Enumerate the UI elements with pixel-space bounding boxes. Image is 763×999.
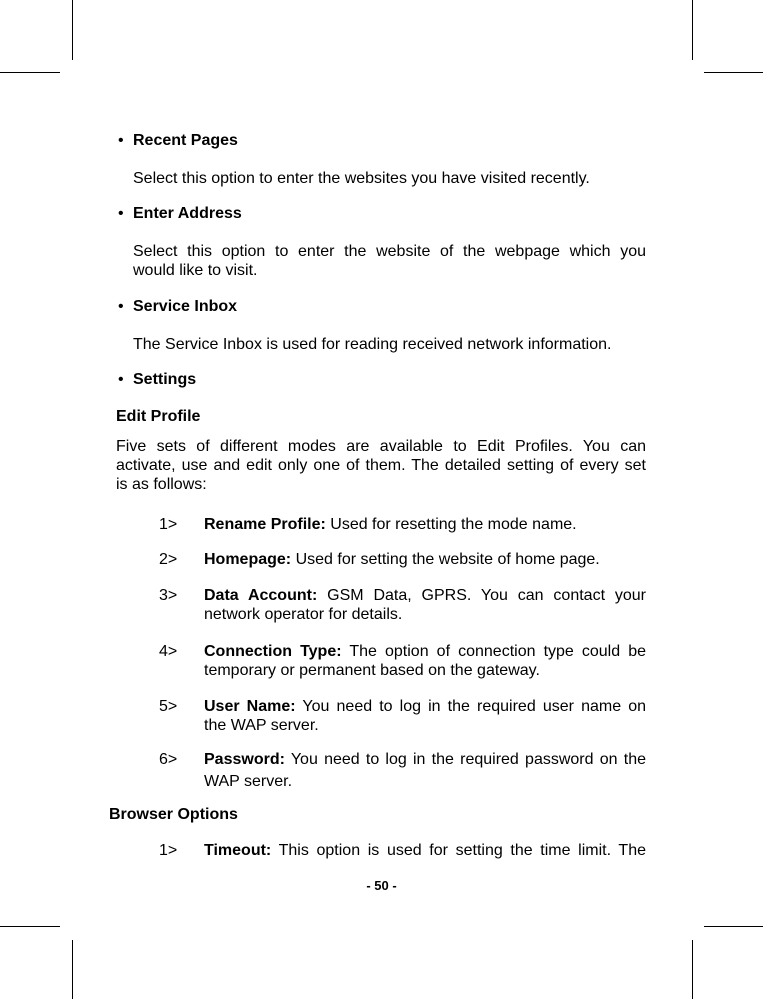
- item-number: 6>: [159, 751, 178, 768]
- bullet-icon: •: [118, 371, 124, 388]
- item-text: network operator for details.: [204, 606, 403, 623]
- item-number: 1>: [159, 842, 178, 859]
- item-label: Data Account:: [204, 587, 318, 604]
- section-enter-address-title: [118, 204, 242, 223]
- item-text: This option is used for setting the time limit. The: [271, 842, 646, 859]
- service-inbox-description: The Service Inbox is used for reading received network information.: [133, 336, 612, 353]
- item-text: The option of connection type could be: [341, 643, 647, 660]
- page-number: - 50 -: [366, 878, 397, 893]
- enter-address-description: [133, 242, 646, 280]
- recent-pages-title: Recent Pages: [133, 132, 238, 149]
- bullet-icon: •: [118, 132, 124, 149]
- crop-mark: [72, 940, 73, 999]
- section-service-inbox-title: [118, 297, 237, 316]
- edit-profile-heading: Edit Profile: [116, 408, 201, 425]
- item-text: Used for setting the website of home page.: [291, 551, 600, 568]
- service-inbox-title: Service Inbox: [133, 298, 238, 315]
- item-text: GSM Data, GPRS. You can contact your: [317, 587, 647, 604]
- item-text: the WAP server.: [204, 717, 319, 734]
- item-label: User Name:: [204, 698, 296, 715]
- item-label: Connection Type:: [204, 643, 342, 660]
- enter-address-desc-line: would like to visit.: [133, 262, 258, 279]
- item-text: You need to log in the required password on the: [284, 751, 646, 768]
- enter-address-desc-line: Select this option to enter the website of the webpage which you: [133, 243, 646, 260]
- item-number: 2>: [159, 551, 178, 568]
- crop-mark: [72, 0, 73, 60]
- crop-mark: [0, 926, 60, 927]
- item-label: Homepage:: [204, 551, 292, 568]
- item-text: WAP server.: [204, 773, 293, 790]
- recent-pages-description: Select this option to enter the websites you have visited recently.: [133, 170, 590, 187]
- browser-options-heading: Browser Options: [109, 806, 238, 823]
- item-number: 4>: [159, 643, 178, 660]
- item-text: Used for resetting the mode name.: [325, 516, 577, 533]
- crop-mark: [692, 0, 693, 60]
- item-text: You need to log in the required user name on: [295, 698, 646, 715]
- item-number: 5>: [159, 698, 178, 715]
- crop-mark: [704, 72, 763, 73]
- enter-address-title: Enter Address: [133, 205, 242, 222]
- settings-title: Settings: [133, 371, 197, 388]
- edit-profile-paragraph: [116, 437, 646, 494]
- item-label: Timeout:: [204, 842, 272, 859]
- bullet-icon: •: [118, 298, 124, 315]
- section-recent-pages-title: [118, 131, 238, 150]
- bullet-icon: •: [118, 205, 124, 222]
- paragraph-line: is as follows:: [116, 476, 207, 493]
- item-text: temporary or permanent based on the gateway.: [204, 662, 540, 679]
- crop-mark: [704, 926, 763, 927]
- paragraph-line: Five sets of different modes are available to Edit Profiles. You can: [116, 438, 646, 455]
- crop-mark: [692, 940, 693, 999]
- item-label: Password:: [204, 751, 285, 768]
- item-label: Rename Profile:: [204, 516, 326, 533]
- item-number: 3>: [159, 587, 178, 604]
- crop-mark: [0, 72, 60, 73]
- paragraph-line: activate, use and edit only one of them. The detailed setting of every set: [116, 457, 646, 474]
- item-number: 1>: [159, 516, 178, 533]
- section-settings-title: [118, 370, 196, 389]
